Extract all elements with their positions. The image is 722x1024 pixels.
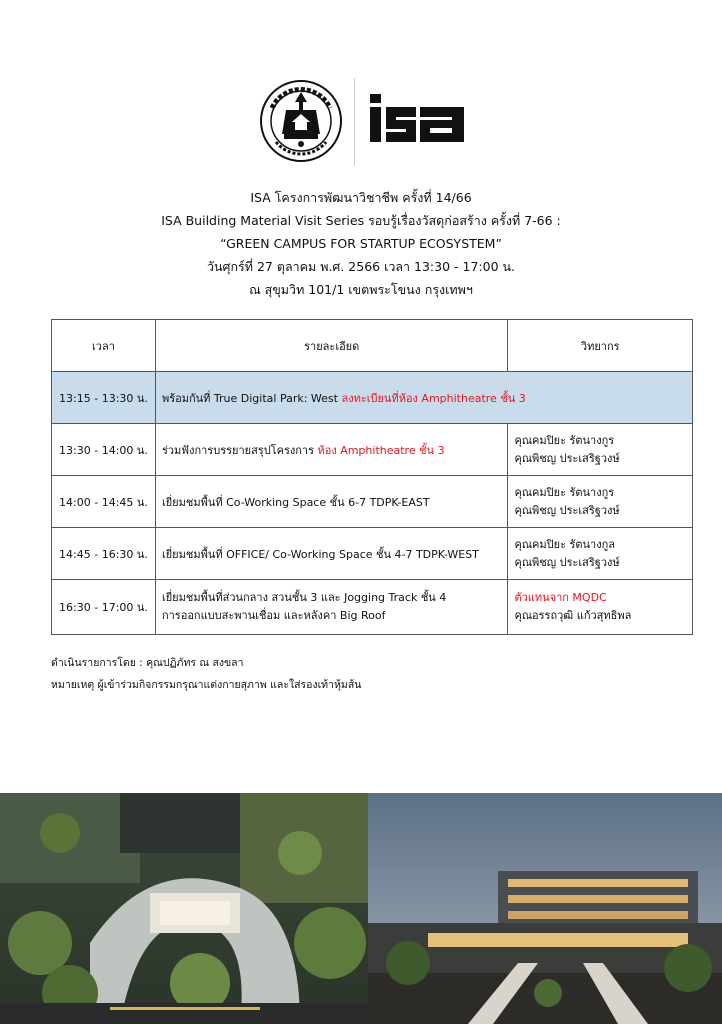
speaker-name: คุณพิชญ ประเสริฐวงษ์	[514, 555, 620, 569]
detail-text: การออกแบบสะพานเชื่อม และหลังคา Big Roof	[161, 609, 386, 622]
event-location: ณ สุขุมวิท 101/1 เขตพระโขนง กรุงเทพฯ	[249, 282, 473, 297]
speaker-name: คุณคมปิยะ รัตนางกูร	[514, 433, 615, 447]
speaker-organization: ตัวแทนจาก MQDC	[514, 591, 607, 604]
row-detail	[155, 580, 508, 635]
table-row	[52, 528, 693, 580]
isa-logo	[368, 92, 466, 144]
speaker-name: คุณอรรถวุฒิ แก้วสุทธิพล	[514, 609, 632, 622]
speaker-name: คุณคมปิยะ รัตนางกูล	[514, 537, 615, 551]
row-detail	[155, 372, 692, 424]
header-logos	[260, 78, 470, 168]
detail-text: พร้อมกันที่ True Digital Park: West	[161, 391, 342, 405]
header-time: เวลา	[52, 320, 156, 372]
speaker-name: คุณพิชญ ประเสริฐวงษ์	[514, 503, 620, 517]
row-time: 14:00 - 14:45 น.	[52, 476, 156, 528]
aerial-garden-photo	[0, 793, 368, 1024]
remark-note: หมายเหตุ ผู้เข้าร่วมกิจกรรมกรุณาแต่งกายสุภาพ และใส่รองเท้าหุ้มส้น	[51, 679, 362, 691]
notes	[51, 652, 361, 696]
event-date-time: วันศุกร์ที่ 27 ตุลาคม พ.ศ. 2566 เวลา 13:30 - 17:00 น.	[206, 259, 516, 274]
detail-highlight-text: ลงทะเบียนที่ห้อง Amphitheatre ชั้น 3	[341, 391, 526, 405]
detail-text: เยี่ยมชมพื้นที่ส่วนกลาง สวนชั้น 3 และ Jogging Track ชั้น 4	[161, 591, 447, 604]
agenda-table	[51, 319, 693, 635]
organizer-note: ดำเนินรายการโดย : คุณปฏิภัทร ณ สงขลา	[51, 657, 244, 669]
row-detail: เยี่ยมชมพื้นที่ Co-Working Space ชั้น 6-7 TDPK-EAST	[155, 476, 508, 528]
header-speaker: วิทยากร	[508, 320, 693, 372]
row-speaker	[508, 476, 693, 528]
row-time: 13:30 - 14:00 น.	[52, 424, 156, 476]
series-title: ISA Building Material Visit Series รอบรู้เรื่องวัสดุก่อสร้าง ครั้งที่ 7-66 :	[161, 213, 561, 228]
table-row	[52, 372, 693, 424]
table-row	[52, 580, 693, 635]
row-speaker	[508, 424, 693, 476]
row-detail: เยี่ยมชมพื้นที่ OFFICE/ Co-Working Space ชั้น 4-7 TDPK-WEST	[155, 528, 508, 580]
event-heading	[0, 186, 722, 301]
header-detail: รายละเอียด	[155, 320, 508, 372]
detail-highlight-text: ห้อง Amphitheatre ชั้น 3	[317, 443, 445, 457]
table-row	[52, 476, 693, 528]
row-time: 13:15 - 13:30 น.	[52, 372, 156, 424]
row-time: 14:45 - 16:30 น.	[52, 528, 156, 580]
campus-exterior-photo	[368, 793, 722, 1024]
speaker-name: คุณคมปิยะ รัตนางกูร	[514, 485, 615, 499]
table-row	[52, 424, 693, 476]
row-time: 16:30 - 17:00 น.	[52, 580, 156, 635]
program-title: ISA โครงการพัฒนาวิชาชีพ ครั้งที่ 14/66	[250, 190, 472, 205]
row-detail	[155, 424, 508, 476]
row-speaker	[508, 580, 693, 635]
event-theme: “GREEN CAMPUS FOR STARTUP ECOSYSTEM”	[220, 236, 502, 251]
table-header-row	[52, 320, 693, 372]
detail-text: ร่วมฟังการบรรยายสรุปโครงการ	[161, 443, 318, 457]
speaker-name: คุณพิชญ ประเสริฐวงษ์	[514, 451, 620, 465]
logo-divider	[354, 78, 355, 166]
architects-association-seal-logo	[260, 78, 342, 164]
row-speaker	[508, 528, 693, 580]
